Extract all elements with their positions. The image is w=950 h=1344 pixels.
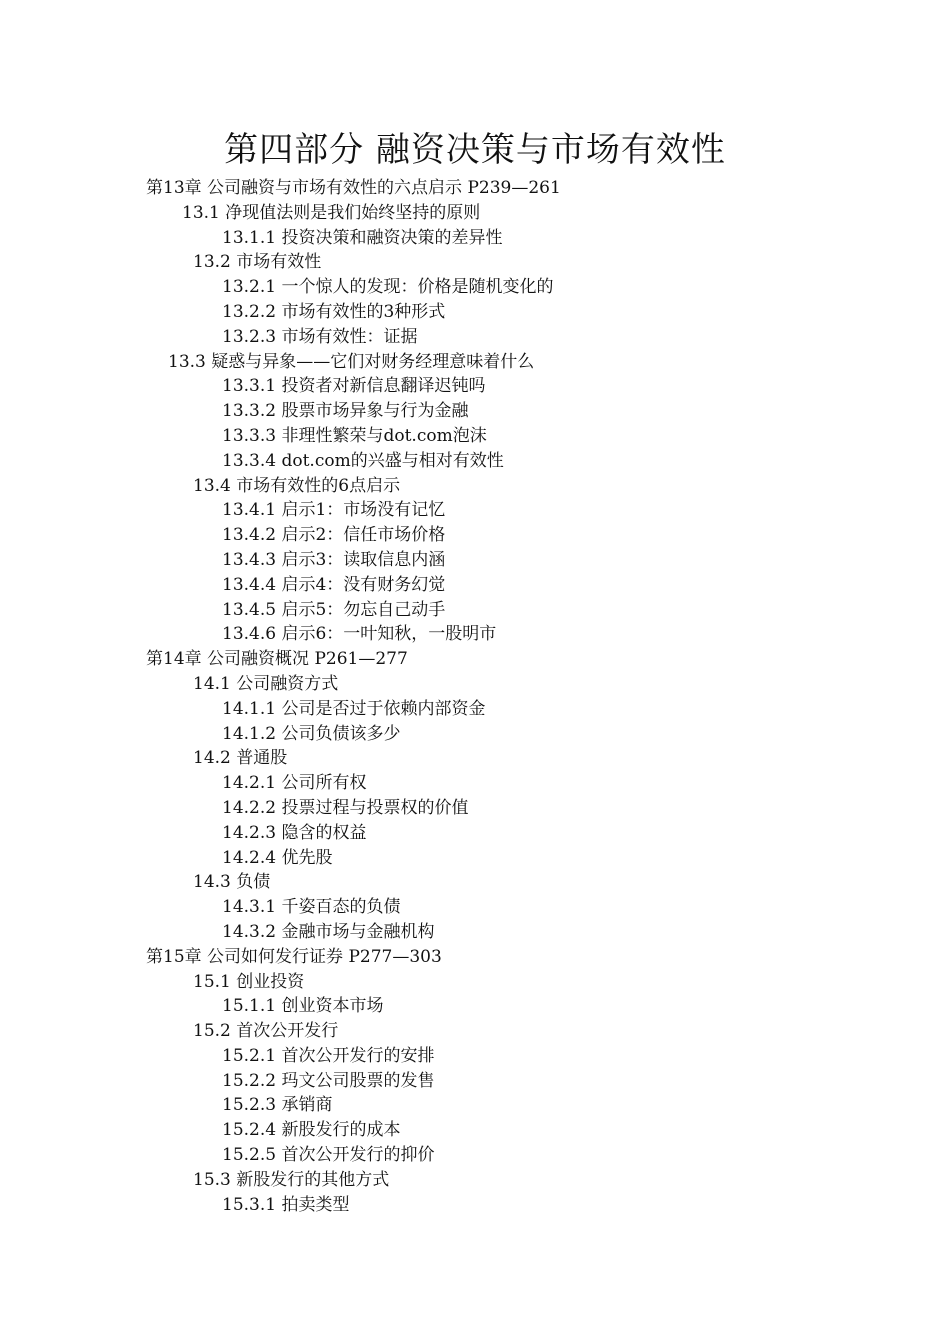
toc-section: 14.2 普通股 <box>193 748 288 769</box>
toc-subsection: 13.2.2 市场有效性的3种形式 <box>222 301 446 322</box>
toc-subsection: 14.2.2 投票过程与投票权的价值 <box>222 797 469 818</box>
toc-chapter: 第15章 公司如何发行证券 P277—303 <box>146 946 442 967</box>
toc-section: 15.1 创业投资 <box>193 971 305 992</box>
toc-subsection: 14.2.1 公司所有权 <box>222 773 367 794</box>
toc-subsection: 14.1.1 公司是否过于依赖内部资金 <box>222 698 486 719</box>
toc-section: 13.1 净现值法则是我们始终坚持的原则 <box>182 202 481 223</box>
page-title: 第四部分 融资决策与市场有效性 <box>224 130 726 170</box>
toc-section: 13.4 市场有效性的6点启示 <box>193 475 401 496</box>
table-of-contents <box>0 176 950 1217</box>
toc-subsection: 13.4.5 启示5：勿忘自己动手 <box>222 599 446 620</box>
toc-subsection: 13.3.4 dot.com的兴盛与相对有效性 <box>222 450 504 471</box>
toc-subsection: 13.2.3 市场有效性：证据 <box>222 326 418 347</box>
toc-subsection: 13.4.2 启示2：信任市场价格 <box>222 525 446 546</box>
toc-section: 14.1 公司融资方式 <box>193 673 339 694</box>
toc-subsection: 14.1.2 公司负债该多少 <box>222 723 401 744</box>
toc-subsection: 15.2.1 首次公开发行的安排 <box>222 1045 435 1066</box>
toc-chapter: 第14章 公司融资概况 P261—277 <box>146 649 408 670</box>
toc-chapter: 第13章 公司融资与市场有效性的六点启示 P239—261 <box>146 178 561 198</box>
toc-section: 14.3 负债 <box>193 872 271 893</box>
toc-subsection: 15.3.1 拍卖类型 <box>222 1194 350 1215</box>
toc-subsection: 15.2.4 新股发行的成本 <box>222 1120 401 1141</box>
toc-subsection: 13.1.1 投资决策和融资决策的差异性 <box>222 227 503 248</box>
toc-subsection: 13.3.1 投资者对新信息翻译迟钝吗 <box>222 376 486 397</box>
toc-section: 15.2 首次公开发行 <box>193 1021 339 1042</box>
toc-subsection: 15.2.2 玛文公司股票的发售 <box>222 1070 435 1091</box>
toc-subsection: 14.2.4 优先股 <box>222 847 333 868</box>
toc-section: 13.3 疑惑与异象——它们对财务经理意味着什么 <box>168 351 535 372</box>
toc-subsection: 14.3.1 千姿百态的负债 <box>222 897 401 918</box>
toc-subsection: 13.4.6 启示6：一叶知秋，一股明市 <box>222 624 497 645</box>
toc-subsection: 13.3.3 非理性繁荣与dot.com泡沫 <box>222 425 487 446</box>
toc-subsection: 15.2.3 承销商 <box>222 1095 333 1116</box>
toc-subsection: 13.4.4 启示4：没有财务幻觉 <box>222 574 446 595</box>
toc-section: 13.2 市场有效性 <box>193 252 322 273</box>
toc-subsection: 13.4.3 启示3：读取信息内涵 <box>222 549 446 570</box>
toc-subsection: 13.4.1 启示1：市场没有记忆 <box>222 500 446 521</box>
toc-subsection: 15.1.1 创业资本市场 <box>222 996 384 1017</box>
toc-subsection: 13.3.2 股票市场异象与行为金融 <box>222 401 469 422</box>
toc-section: 15.3 新股发行的其他方式 <box>193 1169 390 1190</box>
toc-subsection: 13.2.1 一个惊人的发现：价格是随机变化的 <box>222 277 554 298</box>
toc-subsection: 14.2.3 隐含的权益 <box>222 822 367 843</box>
toc-subsection: 14.3.2 金融市场与金融机构 <box>222 921 435 942</box>
toc-subsection: 15.2.5 首次公开发行的抑价 <box>222 1145 435 1166</box>
